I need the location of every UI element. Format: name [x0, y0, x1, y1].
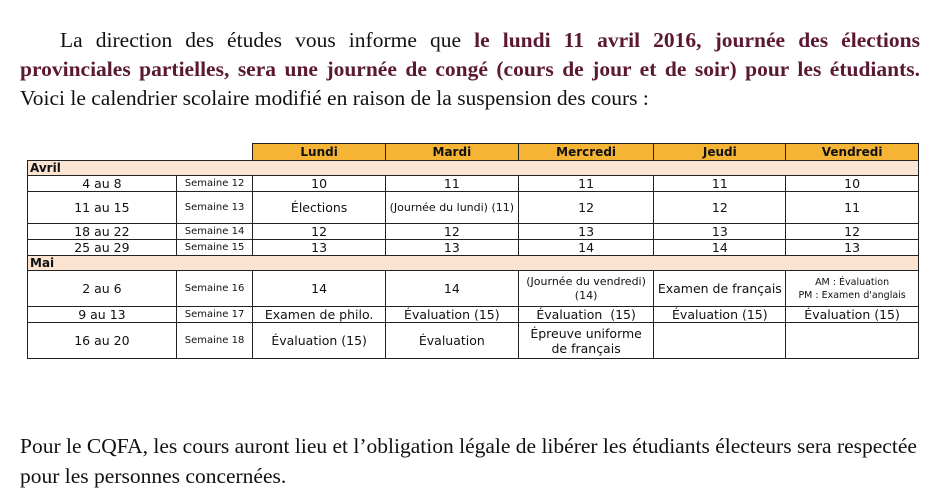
- week-dates: 16 au 20: [28, 323, 177, 359]
- cell-lundi: 12: [253, 224, 386, 240]
- header-mercredi: Mercredi: [518, 144, 654, 161]
- cell-vendredi-pm: PM : Examen d'anglais: [798, 289, 906, 301]
- week-number: Semaine 18: [176, 323, 252, 359]
- table-row: [28, 307, 919, 323]
- cell-lundi: 14: [253, 271, 386, 307]
- cell-jeudi: 11: [654, 176, 786, 192]
- header-lundi: Lundi: [253, 144, 386, 161]
- school-calendar-table: [27, 143, 919, 359]
- week-dates: 9 au 13: [28, 307, 177, 323]
- cell-mardi: Évaluation: [385, 323, 518, 359]
- cell-mardi: 11: [385, 176, 518, 192]
- cell-mardi: Évaluation (15): [385, 307, 518, 323]
- table-row: [28, 176, 919, 192]
- cell-vendredi: 11: [786, 192, 919, 224]
- header-blank: [28, 144, 253, 161]
- cell-mercredi: 14: [518, 240, 654, 256]
- header-vendredi: Vendredi: [786, 144, 919, 161]
- header-jeudi: Jeudi: [654, 144, 786, 161]
- cell-lundi: Élections: [253, 192, 386, 224]
- cell-lundi: 13: [253, 240, 386, 256]
- cell-vendredi: [786, 323, 919, 359]
- month-label-may: Mai: [28, 256, 919, 271]
- cell-vendredi: Évaluation (15): [786, 307, 919, 323]
- month-label-april: Avril: [28, 161, 919, 176]
- cell-lundi: Évaluation (15): [253, 323, 386, 359]
- cell-lundi: Examen de philo.: [253, 307, 386, 323]
- cell-vendredi-am: AM : Évaluation: [815, 276, 890, 288]
- cell-mardi: 13: [385, 240, 518, 256]
- cell-mercredi: 13: [518, 224, 654, 240]
- cell-jeudi: Évaluation (15): [654, 307, 786, 323]
- table-row: [28, 192, 919, 224]
- cell-mercredi: 12: [518, 192, 654, 224]
- cell-mardi: (Journée du lundi) (11): [385, 192, 518, 224]
- week-number: Semaine 12: [176, 176, 252, 192]
- cell-vendredi: [786, 271, 919, 307]
- week-dates: 11 au 15: [28, 192, 177, 224]
- week-number: Semaine 16: [176, 271, 252, 307]
- table-row: [28, 271, 919, 307]
- week-number: Semaine 17: [176, 307, 252, 323]
- cell-lundi: 10: [253, 176, 386, 192]
- week-dates: 4 au 8: [28, 176, 177, 192]
- header-row: [28, 144, 919, 161]
- intro-text-start: La direction des études vous informe que: [60, 27, 475, 52]
- table-row: [28, 323, 919, 359]
- cell-jeudi: 13: [654, 224, 786, 240]
- month-row-april: [28, 161, 919, 176]
- month-row-may: [28, 256, 919, 271]
- week-number: Semaine 15: [176, 240, 252, 256]
- intro-text-end: Voici le calendrier scolaire modifié en raison de la suspension des cours :: [20, 85, 649, 110]
- intro-paragraph: [20, 26, 920, 113]
- table-row: [28, 240, 919, 256]
- header-mardi: Mardi: [385, 144, 518, 161]
- week-dates: 18 au 22: [28, 224, 177, 240]
- week-dates: 2 au 6: [28, 271, 177, 307]
- cell-mardi: 14: [385, 271, 518, 307]
- cell-jeudi: 12: [654, 192, 786, 224]
- cell-jeudi: [654, 323, 786, 359]
- cell-mercredi: (Journée du vendredi) (14): [518, 271, 654, 307]
- cell-vendredi: 10: [786, 176, 919, 192]
- cell-vendredi: 12: [786, 224, 919, 240]
- cell-mercredi: 11: [518, 176, 654, 192]
- week-dates: 25 au 29: [28, 240, 177, 256]
- intro-highlight: le lundi 11 avril 2016, journée des élections provinciales partielles, sera une journée de congé (cours de jour et de soir) pour les étudiants.: [20, 27, 920, 81]
- cell-mercredi: Évaluation (15): [518, 307, 654, 323]
- outro-paragraph: Pour le CQFA, les cours auront lieu et l’obligation légale de libérer les étudiants électeurs sera respectée pour les personnes concernées.: [20, 433, 917, 488]
- week-number: Semaine 13: [176, 192, 252, 224]
- week-number: Semaine 14: [176, 224, 252, 240]
- cell-vendredi: 13: [786, 240, 919, 256]
- cell-mercredi: Épreuve uniforme de français: [518, 323, 654, 359]
- cell-jeudi: Examen de français: [654, 271, 786, 307]
- cell-mardi: 12: [385, 224, 518, 240]
- table-row: [28, 224, 919, 240]
- cell-jeudi: 14: [654, 240, 786, 256]
